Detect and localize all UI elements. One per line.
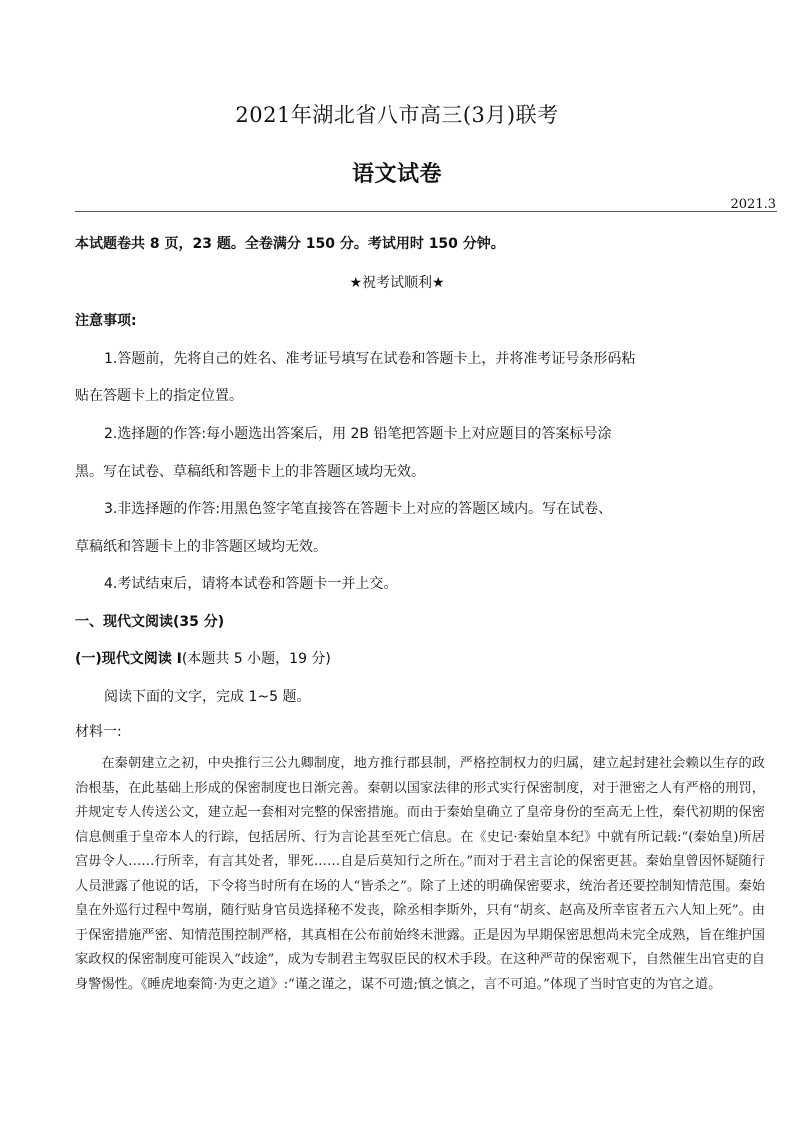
exam-date: 2021.3 bbox=[730, 197, 776, 212]
header-divider bbox=[75, 211, 777, 212]
subsection-detail: (本题共 5 小题，19 分) bbox=[181, 651, 331, 667]
notes-heading: 注意事项: bbox=[75, 313, 137, 329]
section-heading: 一、现代文阅读(35 分) bbox=[75, 614, 225, 630]
material-passage: 在秦朝建立之初，中央推行三公九卿制度，地方推行郡县制，严格控制权力的归属，建立起封建社会赖以生存的政治根基，在此基础上形成的保密制度也日渐完善。秦朝以国家法律的形式实行保密制度，对于泄密之人有严格的刑罚，并规定专人传送公文，建立起一套相对完整的保密措施。而由于秦始皇确立了皇帝身份的至高无上性，秦代初期的保密信息侧重于皇帝本人的行踪，包括居所、行为言论甚至死亡信息。在《史记·秦始皇本纪》中就有所记载:“(秦始皇)所居宫毋令人……行所幸，有言其处者，罪死……自是后莫知行之所在。”而对于君主言论的保密更甚。秦始皇曾因怀疑随行人员泄露了他说的话，下令将当时所有在场的人“皆杀之”。除了上述的明确保密要求，统治者还要控制知情范围。秦始皇在外巡行过程中驾崩，随行贴身官员选择秘不发丧，除丞相李斯外，只有“胡亥、赵高及所幸宦者五六人知上死”。由于保密措施严密、知情范围控制严格，其真相在公布前始终未泄露。正是因为早期保密思想尚未完全成熟，旨在维护国家政权的保密制度可能误入“歧途”，成为专制君主驾驭臣民的权术手段。在这种严苛的保密观下，自然催生出官吏的自身警惕性。《睡虎地秦简·为吏之道》:“谨之谨之，谋不可遗;慎之慎之，言不可追。”体现了当时官吏的为官之道。 bbox=[75, 756, 765, 992]
note-item-1-line-1: 1.答题前，先将自己的姓名、准考证号填写在试卷和答题卡上，并将准考证号条形码粘 bbox=[104, 351, 636, 367]
note-item-2-line-1: 2.选择题的作答:每小题选出答案后，用 2B 铅笔把答题卡上对应题目的答案标号涂 bbox=[104, 426, 612, 442]
note-item-3-line-1: 3.非选择题的作答:用黑色签字笔直接答在答题卡上对应的答题区域内。写在试卷、 bbox=[104, 501, 613, 517]
exam-summary: 本试题卷共 8 页，23 题。全卷满分 150 分。考试用时 150 分钟。 bbox=[75, 236, 505, 252]
note-item-3-line-2: 草稿纸和答题卡上的非答题区域均无效。 bbox=[75, 539, 327, 555]
subsection-heading bbox=[75, 648, 331, 668]
paper-subject-title: 语文试卷 bbox=[351, 161, 442, 187]
note-item-1-line-2: 贴在答题卡上的指定位置。 bbox=[75, 388, 243, 404]
exam-title: 2021年湖北省八市高三(3月)联考 bbox=[235, 103, 559, 127]
material-label: 材料一: bbox=[75, 724, 122, 740]
reading-instruction: 阅读下面的文字，完成 1~5 题。 bbox=[104, 689, 311, 705]
subsection-title: (一)现代文阅读 I bbox=[75, 651, 182, 667]
good-luck-line: ★祝考试顺利★ bbox=[349, 275, 445, 291]
note-item-2-line-2: 黑。写在试卷、草稿纸和答题卡上的非答题区域均无效。 bbox=[75, 464, 425, 480]
note-item-4: 4.考试结束后，请将本试卷和答题卡一并上交。 bbox=[104, 576, 398, 592]
